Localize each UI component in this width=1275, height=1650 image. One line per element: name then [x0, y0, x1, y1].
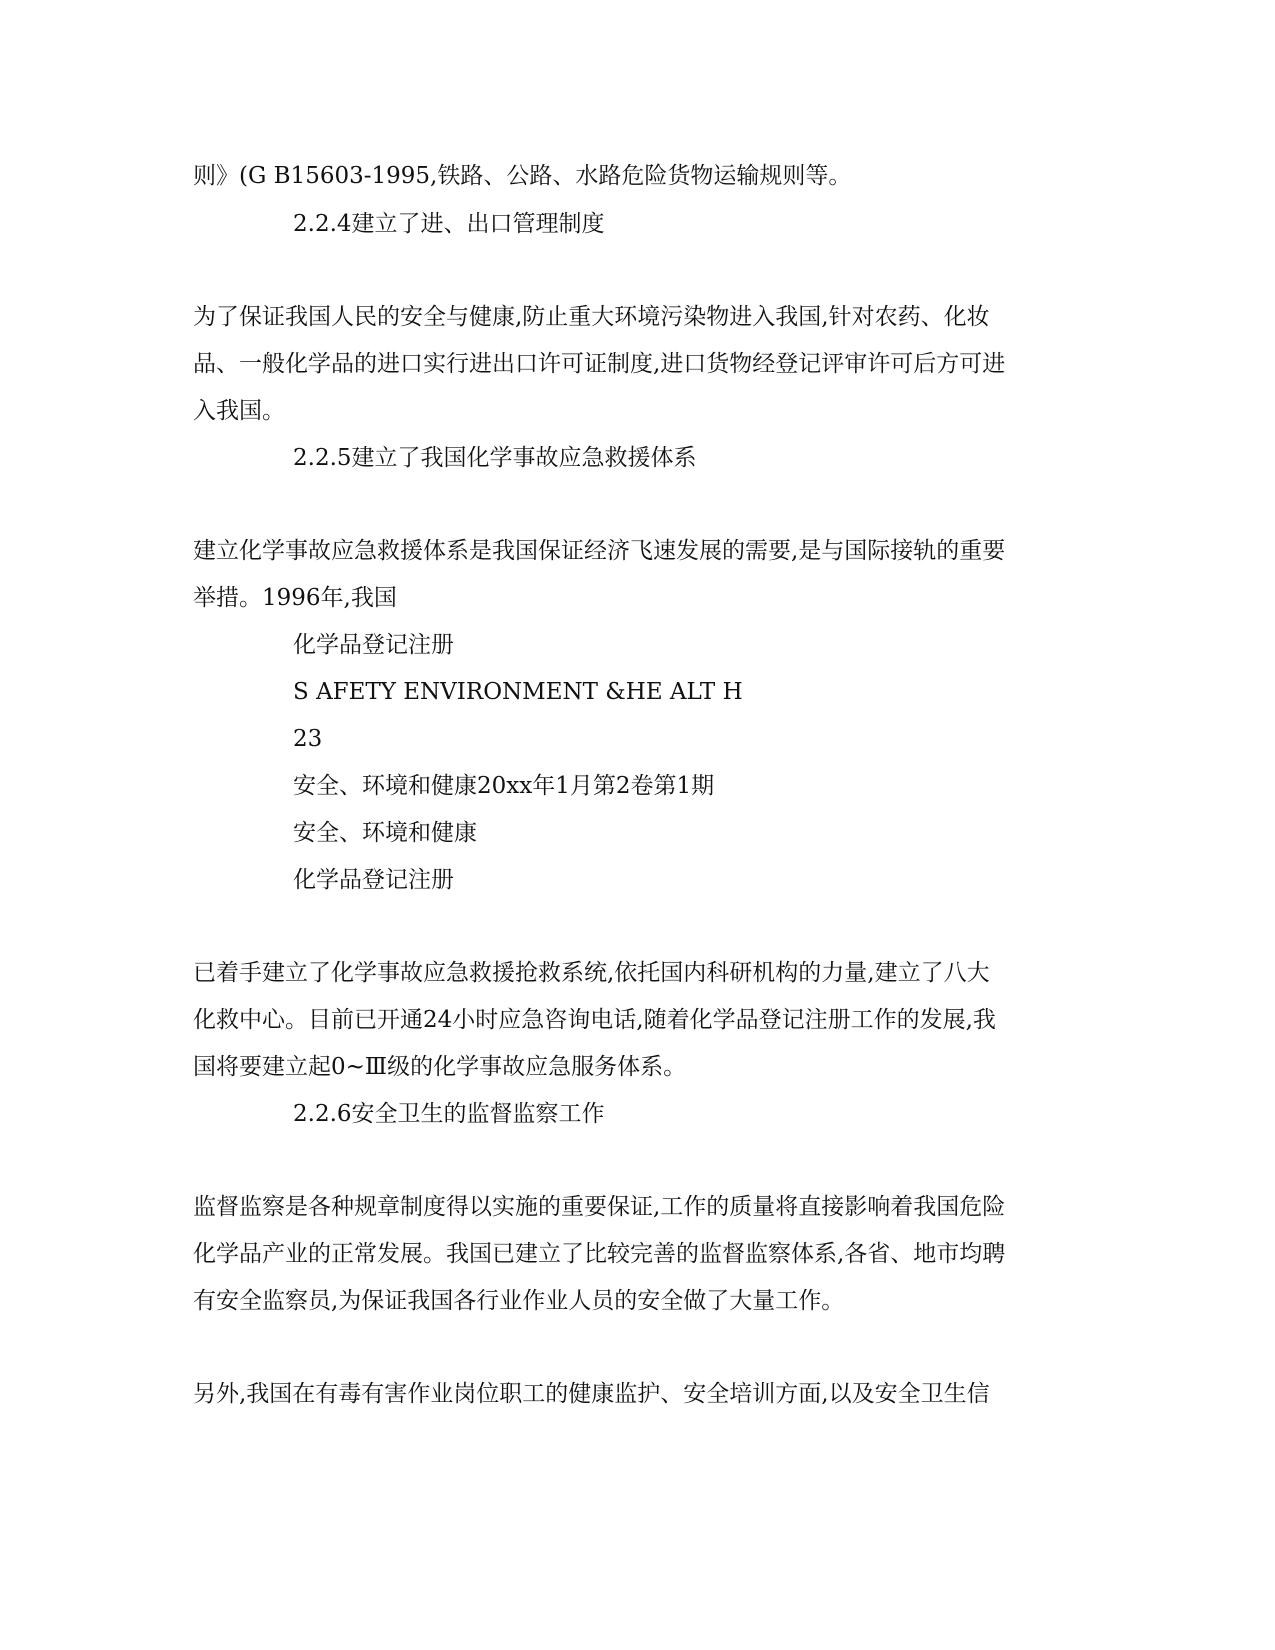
paragraph-line: 则》(G B15603-1995,铁路、公路、水路危险货物运输规则等。: [193, 163, 852, 189]
section-heading-2-2-6: 2.2.6安全卫生的监督监察工作: [293, 1101, 605, 1127]
paragraph-line: 化学品产业的正常发展。我国已建立了比较完善的监督监察体系,各省、地市均聘: [193, 1241, 1006, 1267]
paragraph-line: 有安全监察员,为保证我国各行业作业人员的安全做了大量工作。: [193, 1288, 845, 1314]
running-header-text: 化学品登记注册: [293, 632, 454, 658]
paragraph-line: 为了保证我国人民的安全与健康,防止重大环境污染物进入我国,针对农药、化妆: [193, 304, 990, 330]
section-heading-2-2-5: 2.2.5建立了我国化学事故应急救援体系: [293, 445, 697, 471]
paragraph-line: 举措。1996年,我国: [193, 585, 397, 611]
journal-title: 安全、环境和健康: [293, 820, 477, 846]
paragraph-line: 另外,我国在有毒有害作业岗位职工的健康监护、安全培训方面,以及安全卫生信: [193, 1381, 990, 1407]
paragraph-line: 入我国。: [193, 398, 285, 424]
paragraph-line: 监督监察是各种规章制度得以实施的重要保证,工作的质量将直接影响着我国危险: [193, 1194, 1006, 1220]
running-header-text: 化学品登记注册: [293, 867, 454, 893]
paragraph-line: 建立化学事故应急救援体系是我国保证经济飞速发展的需要,是与国际接轨的重要: [193, 538, 1006, 564]
paragraph-line: 国将要建立起0~Ⅲ级的化学事故应急服务体系。: [193, 1054, 687, 1080]
page-number: 23: [293, 726, 323, 752]
paragraph-line: 化救中心。目前已开通24小时应急咨询电话,随着化学品登记注册工作的发展,我: [193, 1007, 996, 1033]
paragraph-line: 品、一般化学品的进口实行进出口许可证制度,进口货物经登记评审许可后方可进: [193, 351, 1006, 377]
section-heading-2-2-4: 2.2.4建立了进、出口管理制度: [293, 211, 605, 237]
paragraph-line: 已着手建立了化学事故应急救援抢救系统,依托国内科研机构的力量,建立了八大: [193, 960, 990, 986]
journal-issue-info: 安全、环境和健康20xx年1月第2卷第1期: [293, 773, 715, 799]
journal-english-title: S AFETY ENVIRONMENT &HE ALT H: [293, 679, 743, 705]
